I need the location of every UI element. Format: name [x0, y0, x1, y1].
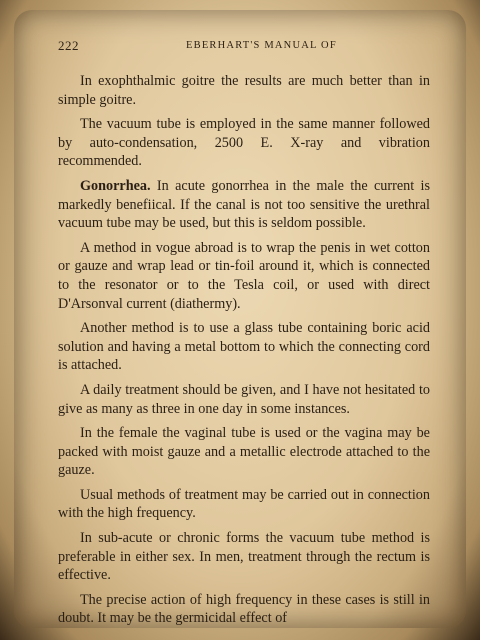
paragraph-text: In the female the vaginal tube is used or the vagina may be packed with moist gauze and a metallic electrode attached to the gauze.: [58, 425, 430, 479]
paragraph-text: The precise action of high frequency in these cases is still in doubt. It may be the germicidal effect of: [58, 591, 430, 627]
paragraph-text: Usual methods of treatment may be carried out in connection with the high frequency.: [58, 486, 430, 522]
paragraph-text: A method in vogue abroad is to wrap the penis in wet cotton or gauze and wrap lead or tin-foil around it, which is connected to the resonator or to the Tesla coil, or used with direct D'Arsonval current (diathermy).: [58, 239, 430, 312]
book-page: [14, 10, 466, 628]
paragraph-text: Another method is to use a glass tube containing boric acid solution and having a metal bottom to which the connecting cord is attached.: [58, 320, 430, 374]
paragraph: [58, 72, 430, 109]
section-heading: Gonorrhea.: [80, 177, 151, 194]
paragraph: [58, 529, 430, 585]
running-head: EBERHART'S MANUAL OF: [186, 40, 337, 51]
paragraph: [58, 591, 430, 628]
paragraph-text: In exophthalmic goitre the results are much better than in simple goitre.: [58, 73, 430, 108]
body-text: [58, 72, 430, 628]
paragraph-text: In sub-acute or chronic forms the vacuum tube method is preferable in either sex. In men, treatment through the rectum is effective.: [58, 530, 430, 584]
paragraph: [58, 177, 430, 233]
paragraph: [58, 424, 430, 480]
paragraph: [58, 486, 430, 523]
paragraph: [58, 239, 430, 313]
page-number: 222: [58, 38, 79, 53]
paragraph-text: The vacuum tube is employed in the same manner followed by auto-condensation, 2500 E. X-ray and vibration recommended.: [58, 116, 430, 170]
paragraph-text: In acute gonorrhea in the male the current is markedly benefiical. If the canal is not too sensitive the urethral vacuum tube may be used, but this is seldom possible.: [58, 177, 430, 232]
paragraph: [58, 115, 430, 171]
paragraph: [58, 319, 430, 375]
paragraph-text: A daily treatment should be given, and I have not hesitated to give as many as three in one day in some instances.: [58, 381, 430, 417]
page-header: [58, 38, 446, 58]
paragraph: [58, 381, 430, 418]
